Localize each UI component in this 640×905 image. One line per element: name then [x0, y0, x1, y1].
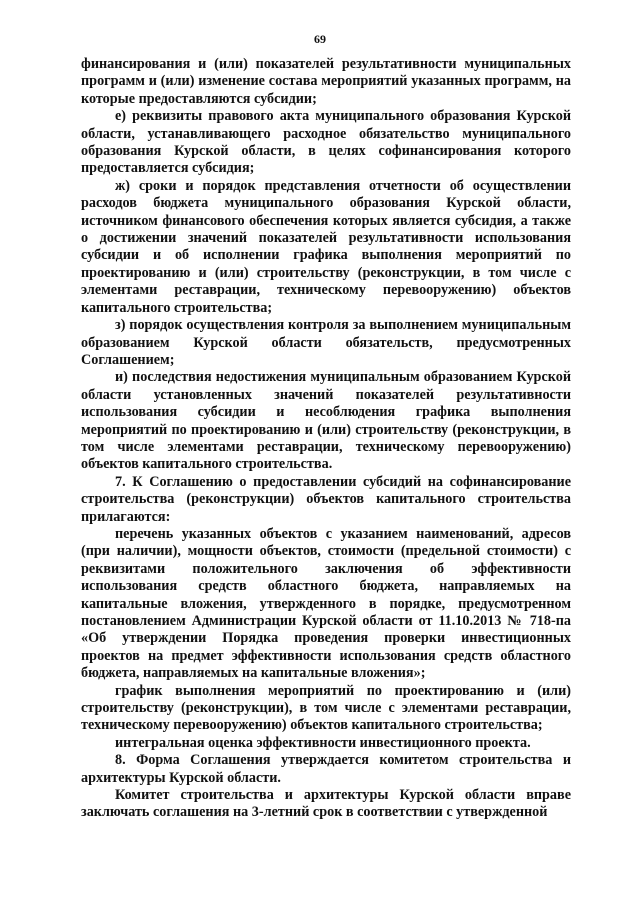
- paragraph-section-8: 8. Форма Соглашения утверждается комитетом строительства и архитектуры Курской области.: [81, 752, 571, 786]
- paragraph-schedule: график выполнения мероприятий по проектированию и (или) строительству (реконструкции), в том числе с элементами реставрации, техническому перевооружению) объектов капитального строительства;: [81, 682, 571, 734]
- paragraph-committee-right: Комитет строительства и архитектуры Курской области вправе заключать соглашения на 3-летний срок в соответствии с утвержденной: [81, 787, 571, 821]
- paragraph-object-list: перечень указанных объектов с указанием наименований, адресов (при наличии), мощности объектов, стоимости (предельной стоимости) с реквизитами положительного заключения об эффективности использования средств областного бюджета, направляемых на капитальные вложения, утвержденного в порядке, предусмотренном постановлением Администрации Курской области от 11.10.2013 № 718-па «Об утверждении Порядка проведения проверки инвестиционных проектов на предмет эффективности использования средств областного бюджета, направляемых на капитальные вложения»;: [81, 525, 571, 682]
- paragraph-section-7: 7. К Соглашению о предоставлении субсидий на софинансирование строительства (реконструкции) объектов капитального строительства прилагаются:: [81, 473, 571, 525]
- document-body: [81, 56, 571, 822]
- paragraph-item-z: з) порядок осуществления контроля за выполнением муниципальным образованием Курской области обязательств, предусмотренных Соглашением;: [81, 317, 571, 368]
- page-number: 69: [314, 32, 326, 46]
- paragraph-item-zh: ж) сроки и порядок представления отчетности об осуществлении расходов бюджета муниципального образования Курской области, источником финансового обеспечения которых является субсидия, а также о достижении значений показателей результативности использования субсидии и об исполнении графика выполнения мероприятий по проектированию и (или) строительству (реконструкции, в том числе с элементами реставрации, техническому перевооружению) объектов капитального строительства;: [81, 177, 571, 316]
- paragraph-item-i: и) последствия недостижения муниципальным образованием Курской области установленных значений показателей результативности использования субсидии и несоблюдения графика выполнения мероприятий по проектированию и (или) строительству (реконструкции, в том числе элементами реставрации, техническому перевооружению) объектов капитального строительства.: [81, 369, 571, 473]
- paragraph-continuation: финансирования и (или) показателей результативности муниципальных программ и (или) изменение состава мероприятий указанных программ, на которые предоставляются субсидии;: [81, 56, 571, 107]
- paragraph-item-e: е) реквизиты правового акта муниципального образования Курской области, устанавливающего расходное обязательство муниципального образования Курской области, в целях софинансирования которого предоставляется субсидия;: [81, 108, 571, 177]
- paragraph-integral-assessment: интегральная оценка эффективности инвестиционного проекта.: [115, 734, 531, 751]
